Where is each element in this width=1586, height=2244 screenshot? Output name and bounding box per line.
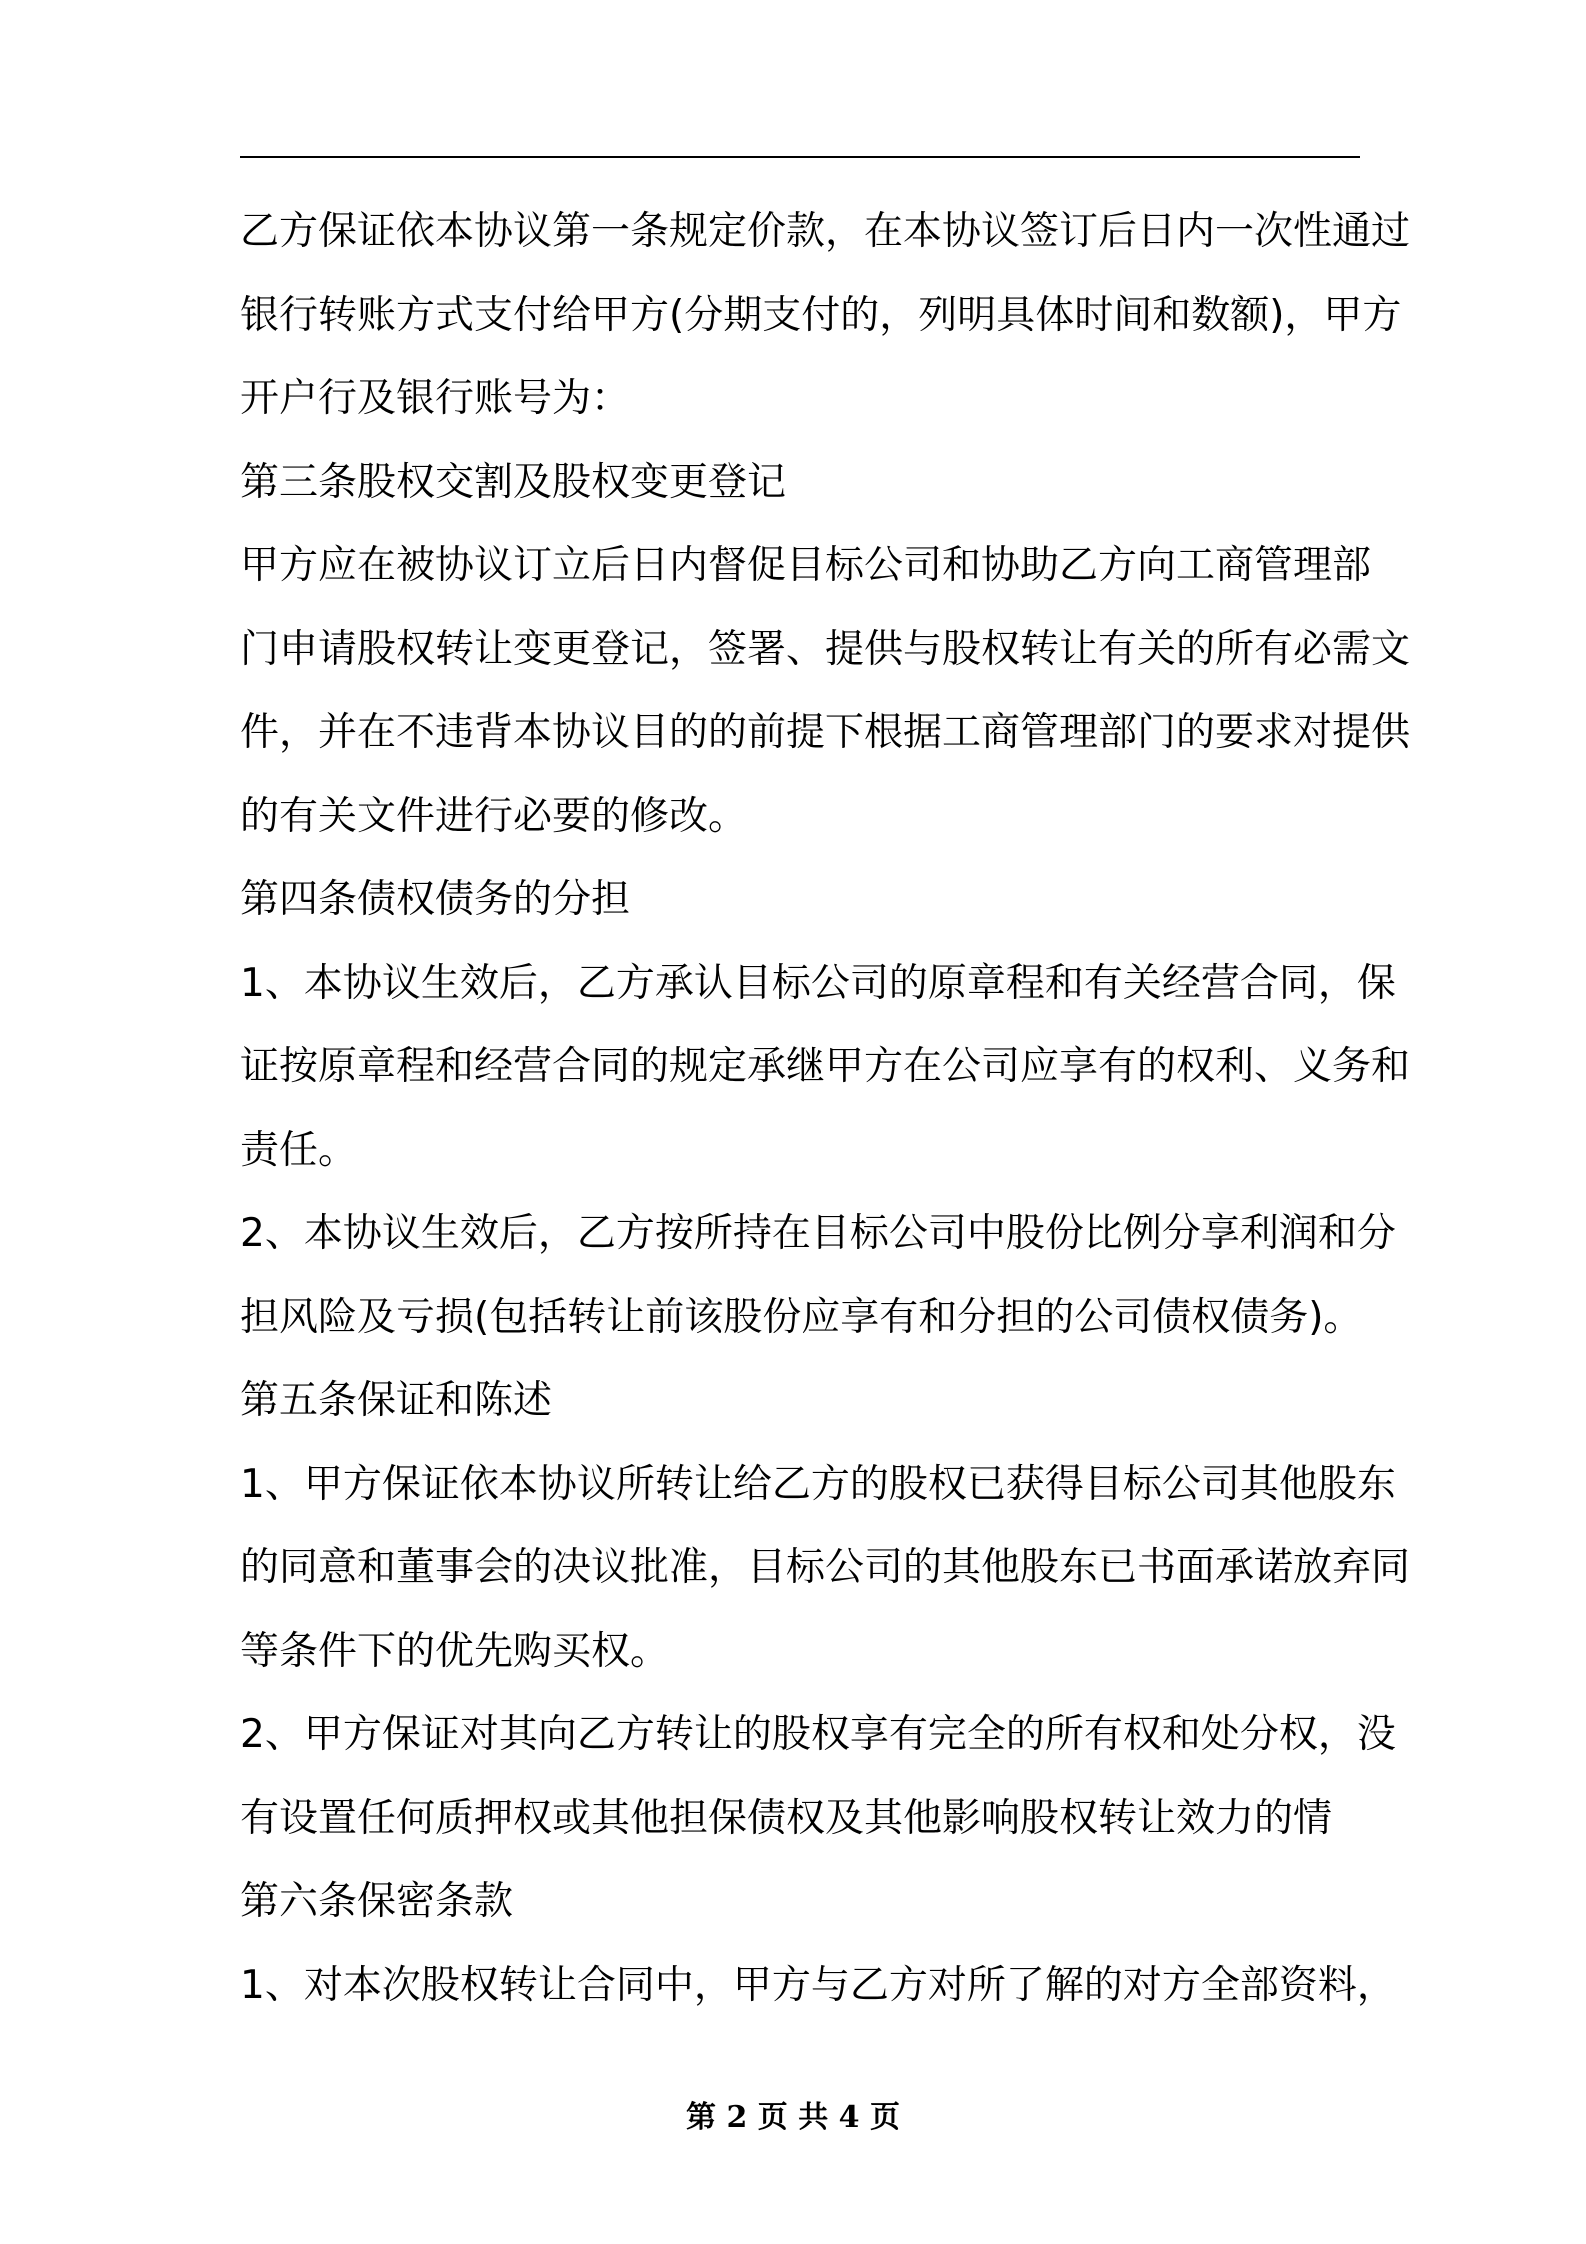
text-line: 责任。	[240, 1127, 358, 1173]
section-heading: 第三条股权交割及股权变更登记	[240, 459, 787, 505]
text-line: 的有关文件进行必要的修改。	[240, 793, 748, 839]
section-heading: 第五条保证和陈述	[240, 1378, 553, 1423]
header-rule	[240, 156, 1360, 158]
text-line: 有设置任何质押权或其他担保债权及其他影响股权转让效力的情	[240, 1795, 1333, 1841]
page-number-footer: 第 2 页 共 4 页	[686, 2100, 900, 2135]
text-line: 等条件下的优先购买权。	[240, 1628, 670, 1674]
text-line: 银行转账方式支付给甲方(分期支付的，列明具体时间和数额)，甲方	[240, 292, 1402, 338]
text-line: 1、本协议生效后，乙方承认目标公司的原章程和有关经营合同，保	[240, 960, 1396, 1006]
text-line: 1、甲方保证依本协议所转让给乙方的股权已获得目标公司其他股东	[240, 1461, 1396, 1507]
text-line: 甲方应在被协议订立后日内督促目标公司和协助乙方向工商管理部	[240, 543, 1372, 588]
section-heading: 第四条债权债务的分担	[240, 877, 631, 922]
text-line: 2、本协议生效后，乙方按所持在目标公司中股份比例分享利润和分	[240, 1211, 1396, 1256]
text-line: 的同意和董事会的决议批准，目标公司的其他股东已书面承诺放弃同	[240, 1545, 1411, 1590]
text-line: 担风险及亏损(包括转让前该股份应享有和分担的公司债权债务)。	[240, 1294, 1363, 1340]
document-body	[240, 190, 1411, 2027]
text-line: 1、对本次股权转让合同中，甲方与乙方对所了解的对方全部资料，	[240, 1962, 1396, 2008]
text-line: 开户行及银行账号为：	[240, 376, 631, 421]
text-line: 证按原章程和经营合同的规定承继甲方在公司应享有的权利、义务和	[240, 1044, 1411, 1089]
text-line: 2、甲方保证对其向乙方转让的股权享有完全的所有权和处分权，没	[240, 1712, 1396, 1757]
section-heading: 第六条保密条款	[240, 1879, 514, 1924]
text-line: 件，并在不违背本协议目的的前提下根据工商管理部门的要求对提供	[240, 710, 1411, 755]
text-line: 门申请股权转让变更登记，签署、提供与股权转让有关的所有必需文	[240, 626, 1411, 672]
text-line: 乙方保证依本协议第一条规定价款，在本协议签订后日内一次性通过	[240, 209, 1411, 254]
